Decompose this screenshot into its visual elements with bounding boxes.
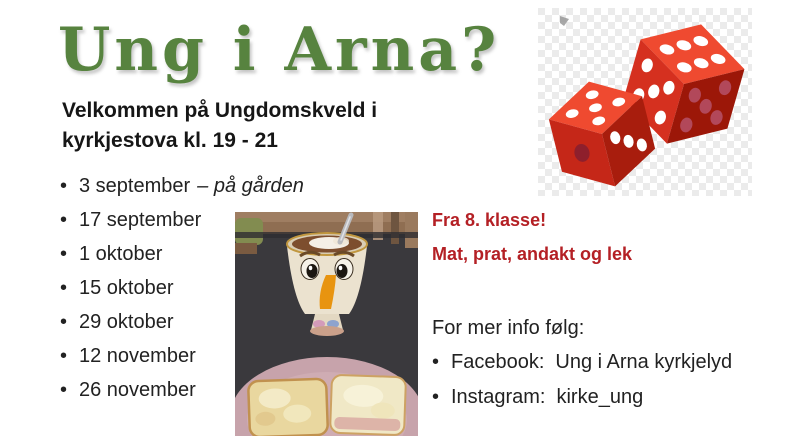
date-label: 15 oktober	[79, 277, 174, 299]
toast-right-shape	[330, 375, 406, 436]
date-label: 17 september	[79, 209, 202, 231]
highlight-line-2: Mat, prat, andakt og lek	[432, 244, 633, 264]
info-block	[432, 311, 732, 415]
highlight-text	[432, 203, 632, 271]
date-label: 3 september	[79, 175, 191, 197]
social-list-item-facebook	[432, 345, 732, 380]
date-label: 29 oktober	[79, 311, 174, 333]
info-heading: For mer info følg:	[432, 317, 585, 339]
date-label: 26 november	[79, 379, 196, 401]
food-photo	[235, 212, 418, 436]
social-account: kirke_ung	[556, 386, 644, 408]
social-platform: Instagram:	[451, 386, 546, 408]
social-platform: Facebook:	[451, 351, 545, 373]
slide-subtitle	[62, 96, 377, 156]
highlight-line-1: Fra 8. klasse!	[432, 210, 547, 230]
social-list	[432, 345, 732, 415]
dice-image	[538, 8, 758, 198]
food-photo-illustration	[235, 212, 418, 436]
chair-shape	[235, 218, 263, 245]
subtitle-line-2: kyrkjestova kl. 19 - 21	[62, 129, 278, 152]
subtitle-line-1: Velkommen på Ungdomskveld i	[62, 99, 378, 122]
page-title: Ung i Arna?	[58, 15, 501, 85]
date-list-item	[60, 169, 304, 203]
dice-illustration	[538, 8, 758, 198]
date-note: – på gården	[197, 175, 304, 197]
date-label: 12 november	[79, 345, 196, 367]
toast-left-shape	[248, 379, 328, 436]
date-label: 1 oktober	[79, 243, 163, 265]
social-list-item-instagram	[432, 380, 732, 415]
social-account: Ung i Arna kyrkjelyd	[555, 351, 733, 373]
